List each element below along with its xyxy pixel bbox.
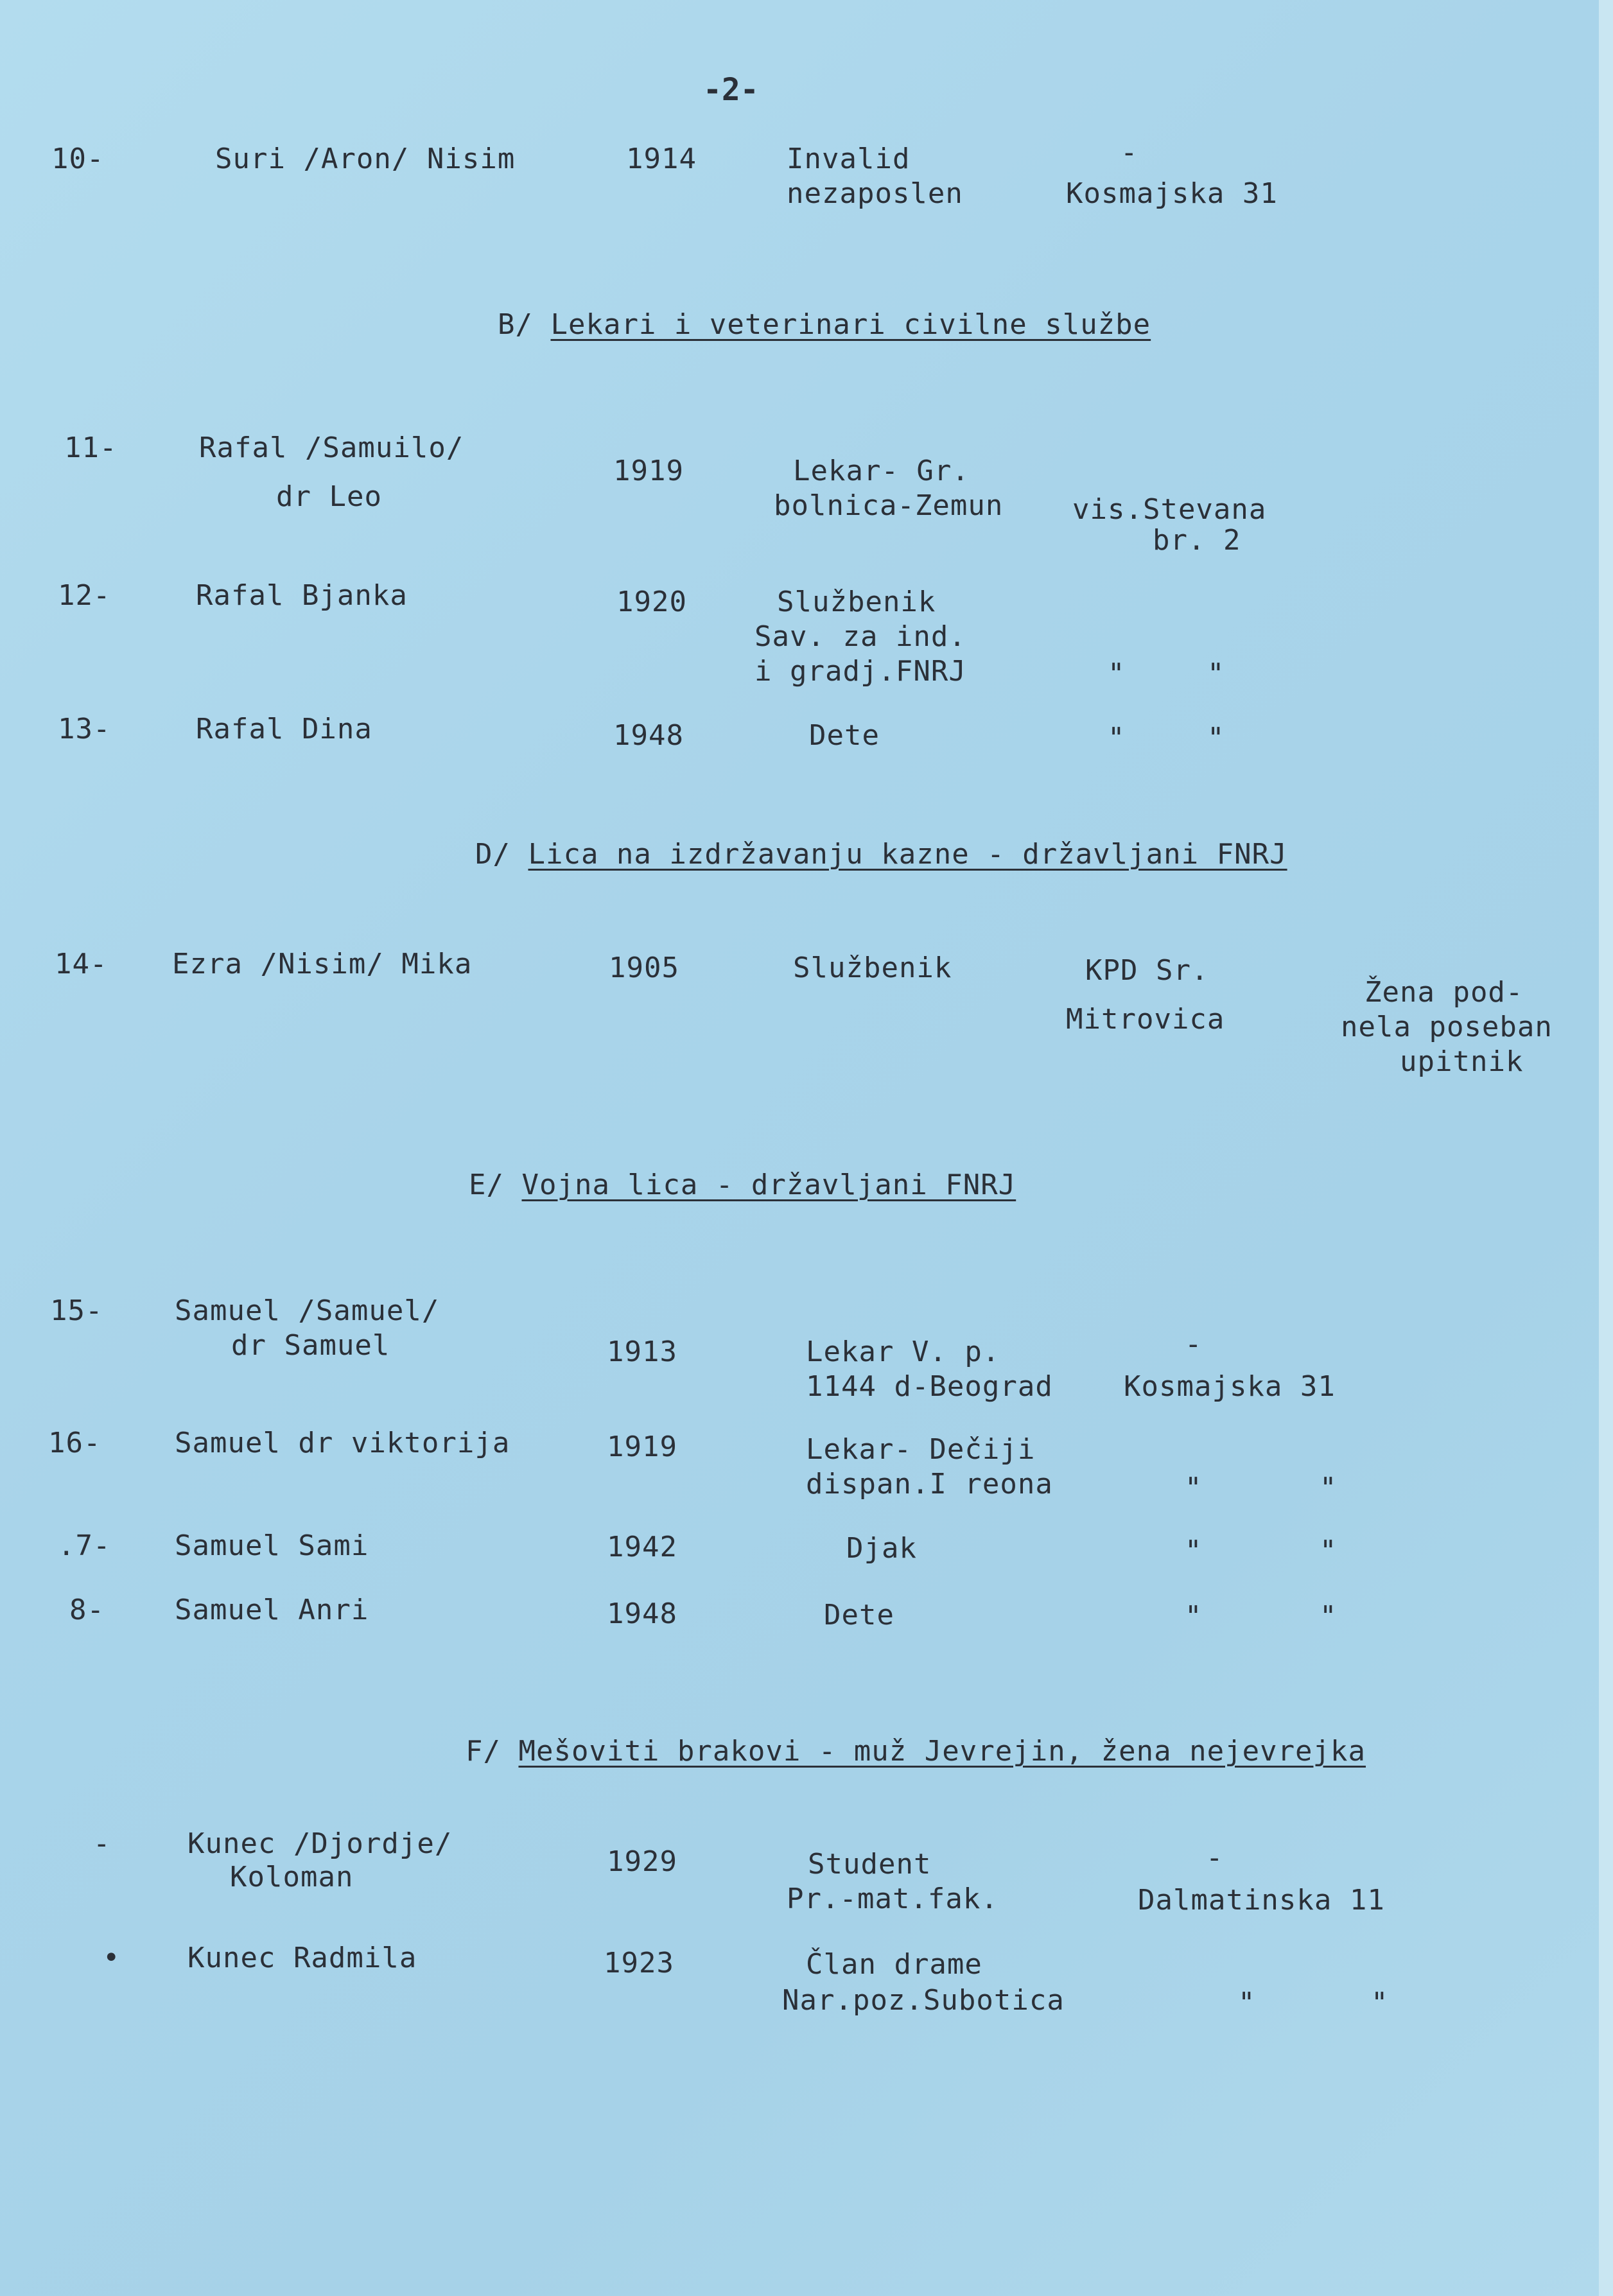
section-title: Lica na izdržavanju kazne - državljani FNRJ	[528, 838, 1287, 871]
occupation: Lekar- Dečiji	[806, 1433, 1036, 1466]
occupation: Službenik	[793, 952, 952, 984]
section-title: Lekari i veterinari civilne službe	[550, 308, 1151, 341]
person-name: Samuel dr viktorija	[175, 1427, 510, 1459]
address: br. 2	[1153, 524, 1241, 557]
section-heading	[469, 1169, 1016, 1202]
birth-year: 1905	[609, 952, 679, 984]
note: upitnik	[1400, 1045, 1524, 1078]
birth-year: 1919	[607, 1431, 677, 1463]
occupation: Službenik	[777, 586, 936, 618]
section-prefix: F/	[466, 1735, 501, 1768]
row-number: 16-	[48, 1427, 101, 1459]
address: "	[1108, 657, 1126, 690]
person-name: Rafal /Samuilo/	[199, 431, 464, 464]
row-number: 8-	[69, 1594, 105, 1626]
row-number: •	[103, 1942, 121, 1974]
section-prefix: D/	[475, 838, 510, 871]
section-heading	[498, 308, 1151, 342]
occupation: Član drame	[806, 1948, 982, 1981]
occupation: Nar.poz.Subotica	[782, 1984, 1065, 2017]
address: Dalmatinska 11	[1138, 1884, 1385, 1917]
address: "	[1185, 1535, 1203, 1567]
row-number: 10-	[51, 143, 105, 175]
section-prefix: E/	[469, 1169, 504, 1201]
section-prefix: B/	[498, 308, 533, 341]
address: "	[1185, 1600, 1203, 1633]
section-heading	[475, 838, 1287, 871]
birth-year: 1919	[613, 455, 684, 487]
person-name: Kunec Radmila	[187, 1942, 417, 1974]
section-title: Mešoviti brakovi - muž Jevrejin, žena nejevrejka	[518, 1735, 1366, 1768]
occupation: Dete	[809, 719, 880, 752]
address: -	[1206, 1841, 1224, 1874]
birth-year: 1948	[607, 1597, 677, 1630]
address: "	[1185, 1472, 1203, 1504]
row-number: 11-	[64, 431, 118, 464]
occupation: Dete	[824, 1599, 894, 1631]
person-name: Samuel Sami	[175, 1529, 369, 1562]
note: nela poseban	[1341, 1011, 1553, 1043]
person-name: dr Samuel	[231, 1329, 390, 1362]
address: "	[1320, 1535, 1338, 1567]
row-number: 14-	[55, 948, 108, 980]
occupation: 1144 d-Beograd	[806, 1370, 1053, 1403]
address: "	[1207, 657, 1225, 690]
occupation: dispan.I reona	[806, 1468, 1053, 1500]
person-name: Ezra /Nisim/ Mika	[172, 948, 473, 980]
occupation: Student	[808, 1848, 932, 1881]
address: Kosmajska 31	[1124, 1370, 1336, 1403]
person-name: Samuel /Samuel/	[175, 1294, 440, 1327]
occupation: Pr.-mat.fak.	[787, 1883, 998, 1915]
birth-year: 1923	[604, 1947, 674, 1979]
birth-year: 1914	[626, 143, 697, 175]
address: KPD Sr.	[1085, 954, 1209, 987]
occupation: Sav. za ind.	[754, 620, 966, 653]
address: "	[1238, 1987, 1256, 2019]
person-name: Rafal Dina	[196, 713, 372, 745]
address: "	[1207, 722, 1225, 754]
person-name: dr Leo	[276, 480, 382, 513]
address: Kosmajska 31	[1066, 177, 1278, 210]
person-name: Samuel Anri	[175, 1594, 369, 1626]
row-number: 15-	[50, 1294, 103, 1327]
birth-year: 1948	[613, 719, 684, 752]
section-title: Vojna lica - državljani FNRJ	[521, 1169, 1016, 1201]
address: Mitrovica	[1066, 1003, 1225, 1036]
address: -	[1120, 136, 1138, 169]
address: "	[1320, 1472, 1338, 1504]
birth-year: 1920	[616, 586, 687, 618]
occupation: nezaposlen	[787, 177, 963, 210]
address: vis.Stevana	[1072, 493, 1267, 526]
person-name: Suri /Aron/ Nisim	[215, 143, 516, 175]
address: "	[1371, 1987, 1389, 2019]
occupation: bolnica-Zemun	[774, 489, 1004, 522]
person-name: Koloman	[230, 1861, 354, 1893]
person-name: Kunec /Djordje/	[187, 1827, 453, 1860]
row-number: .7-	[58, 1529, 111, 1562]
occupation: Djak	[846, 1532, 917, 1565]
row-number: -	[93, 1827, 111, 1860]
page-number: -2-	[703, 72, 759, 108]
row-number: 12-	[58, 579, 111, 612]
person-name: Rafal Bjanka	[196, 579, 408, 612]
note: Žena pod-	[1365, 976, 1524, 1009]
occupation: i gradj.FNRJ	[754, 655, 966, 688]
page-edge	[1599, 0, 1613, 2296]
occupation: Lekar- Gr.	[793, 455, 970, 487]
section-heading	[466, 1735, 1366, 1768]
occupation: Invalid	[787, 143, 911, 175]
birth-year: 1913	[607, 1335, 677, 1368]
address: "	[1320, 1600, 1338, 1633]
address: -	[1185, 1328, 1203, 1361]
occupation: Lekar V. p.	[806, 1335, 1000, 1368]
birth-year: 1942	[607, 1531, 677, 1563]
birth-year: 1929	[607, 1845, 677, 1878]
row-number: 13-	[58, 713, 111, 745]
address: "	[1108, 722, 1126, 754]
